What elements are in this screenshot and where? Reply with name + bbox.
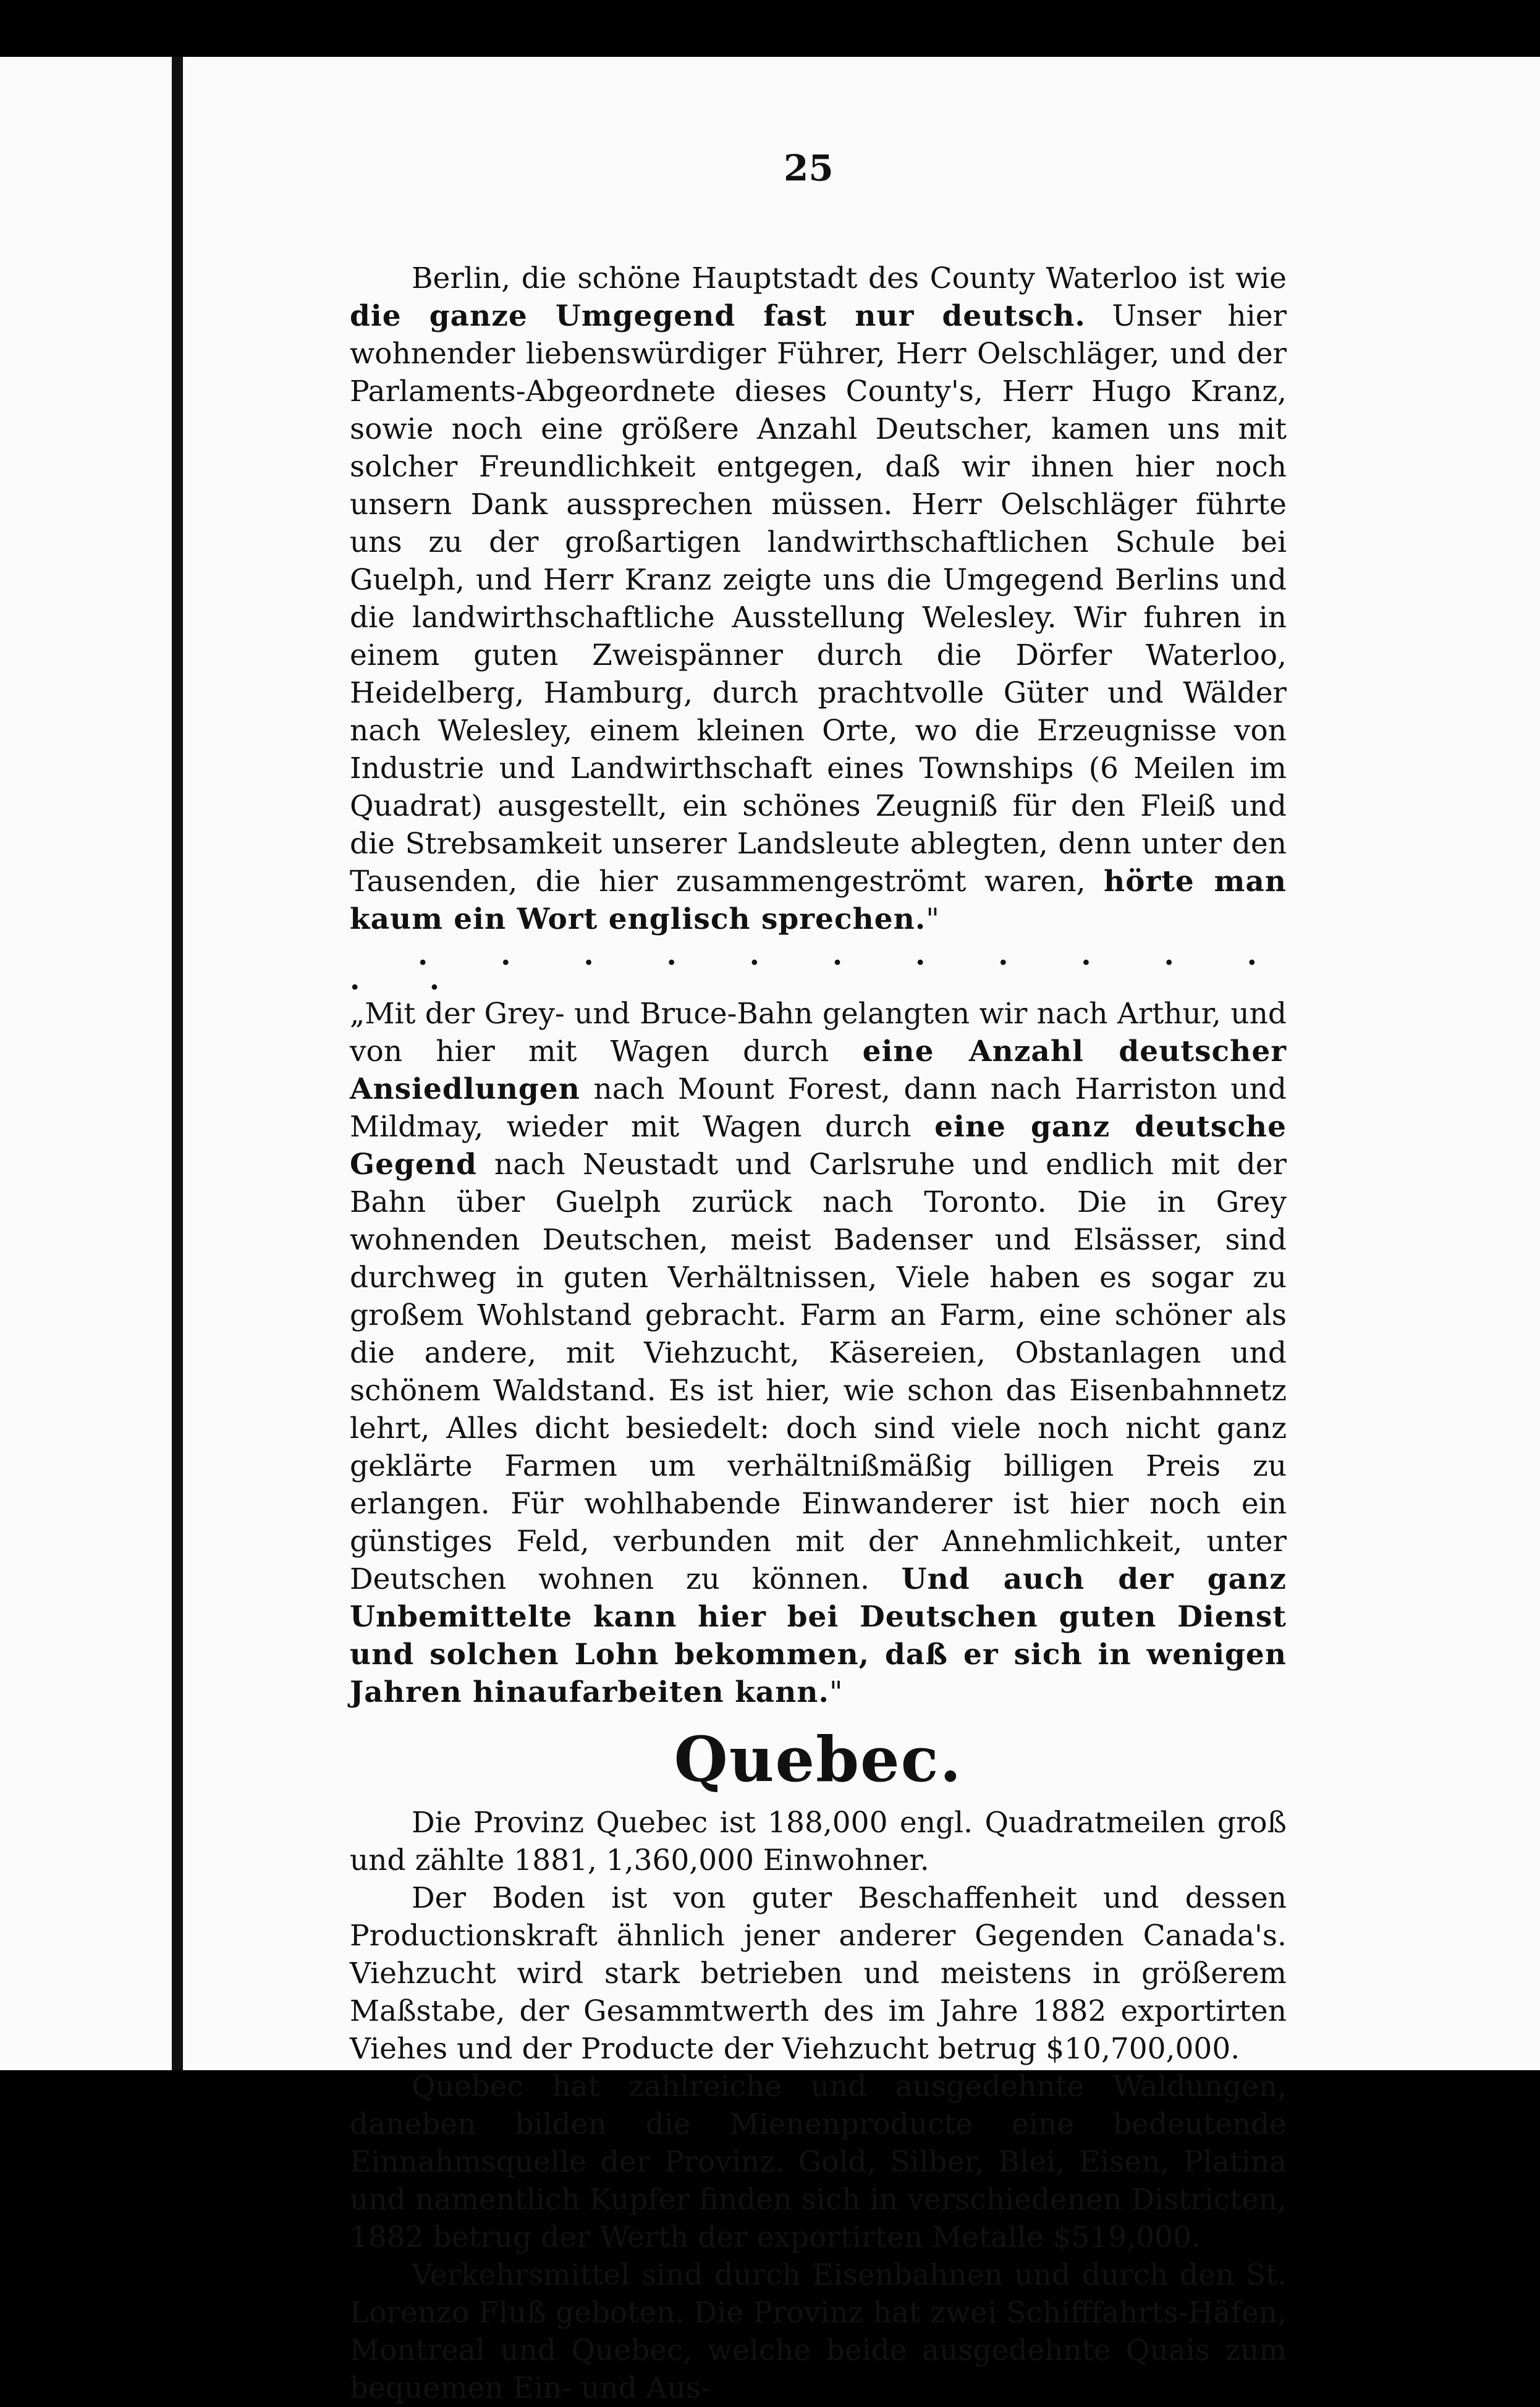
paragraph: Quebec hat zahlreiche und ausgedehnte Waldungen, daneben bilden die Mienenproducte eine bedeutende Einnahmsquelle der Provinz. Gold, Silber, Blei, Eisen, Platina und namentlich Kupfer finden sich in verschiedenen Districten, 1882 betrug der Werth der exportirten Metalle $519,000. xyxy=(350,2070,1287,2254)
paragraph: Die Provinz Quebec ist 188,000 engl. Quadratmeilen groß und zählte 1881, 1,360,000 Einwohner. xyxy=(350,1806,1287,1877)
book-gutter xyxy=(172,57,183,2070)
paragraph xyxy=(350,260,1287,938)
emphasized-text: eine ganz deutsche Gegend xyxy=(350,1110,1287,1182)
paragraph: Verkehrsmittel sind durch Eisenbahnen und durch den St. Lorenzo Fluß geboten. Die Provinz hat zwei Schifffahrts-Häfen, Montreal und Quebec, welche beide ausgedehnte Quais zum bequemen Ein- und Aus- xyxy=(350,2258,1287,2405)
section-heading: Quebec. xyxy=(674,1723,963,1796)
text-run: nach Mount Forest, dann nach Harriston und Mildmay, wieder mit Wagen durch xyxy=(350,1072,1287,1144)
top-section xyxy=(350,260,1287,938)
text-run: " xyxy=(829,1675,843,1709)
middle-section xyxy=(350,995,1287,1711)
quebec-section xyxy=(350,1804,1287,2407)
paragraph xyxy=(350,995,1287,1711)
emphasized-text: Und auch der ganz Unbemittelte kann hier bei Deutschen guten Dienst und solchen Lohn bekommen, daß er sich in wenigen Jahren hinaufarbeiten kann. xyxy=(350,1562,1287,1709)
emphasized-text: die ganze Umgegend fast nur deutsch. xyxy=(350,299,1086,333)
paragraph: Der Boden ist von guter Beschaffenheit und dessen Productionskraft ähnlich jener anderer Gegenden Canada's. Viehzucht wird stark betrieben und meistens in größerem Maßstabe, der Gesammtwerth des im Jahre 1882 exportirten Viehes und der Producte der Viehzucht betrug $10,700,000. xyxy=(350,1881,1287,2066)
text-run: " xyxy=(926,902,939,936)
page-text xyxy=(350,260,1287,2407)
text-run: nach Neustadt und Carlsruhe und endlich mit der Bahn über Guelph zurück nach Toronto. Die in Grey wohnenden Deutschen, meist Badenser und Elsässer, sind durchweg in guten Verhältnissen, Viele haben es sogar zu großem Wohlstand gebracht. Farm an Farm, eine schöner als die andere, mit Viehzucht, Käsereien, Obstanlagen und schönem Waldstand. Es ist hier, wie schon das Eisenbahnnetz lehrt, Alles dicht besiedelt: doch sind viele noch nicht ganz geklärte Farmen um verhältnißmäßig billigen Preis zu erlangen. Für wohlhabende Einwanderer ist hier noch ein günstiges Feld, verbunden mit der Annehmlichkeit, unter Deutschen wohnen zu können. xyxy=(350,1148,1287,1596)
text-run: Unser hier wohnender liebenswürdiger Führer, Herr Oelschläger, und der Parlaments-Abgeordnete dieses County's, Herr Hugo Kranz, sowie noch eine größere Anzahl Deutscher, kamen uns mit solcher Freundlichkeit entgegen, daß wir ihnen hier noch unsern Dank aussprechen müssen. Herr Oelschläger führte uns zu der großartigen landwirthschaftlichen Schule bei Guelph, und Herr Kranz zeigte uns die Umgegend Berlins und die landwirthschaftliche Ausstellung Welesley. Wir fuhren in einem guten Zweispänner durch die Dörfer Waterloo, Heidelberg, Hamburg, durch prachtvolle Güter und Wälder nach Welesley, einem kleinen Orte, wo die Erzeugnisse von Industrie und Landwirthschaft eines Townships (6 Meilen im Quadrat) ausgestellt, ein schönes Zeugniß für den Fleiß und die Strebsamkeit unserer Landsleute ablegten, denn unter den Tausenden, die hier zusammengeströmt waren, xyxy=(350,299,1287,899)
text-run: „Mit der Grey- und Bruce-Bahn gelangten wir nach Arthur, und von hier mit Wagen durch xyxy=(350,997,1287,1068)
emphasized-text: eine Anzahl deutscher Ansiedlungen xyxy=(350,1034,1287,1106)
page-number: 25 xyxy=(784,147,834,189)
text-run: Berlin, die schöne Hauptstadt des County Waterloo ist wie xyxy=(412,261,1287,295)
emphasized-text: hörte man kaum ein Wort englisch sprechen. xyxy=(350,865,1287,936)
facing-page-edge xyxy=(0,57,176,2070)
ellipsis-row: . . . . . . . . . . . . . xyxy=(350,938,1287,997)
